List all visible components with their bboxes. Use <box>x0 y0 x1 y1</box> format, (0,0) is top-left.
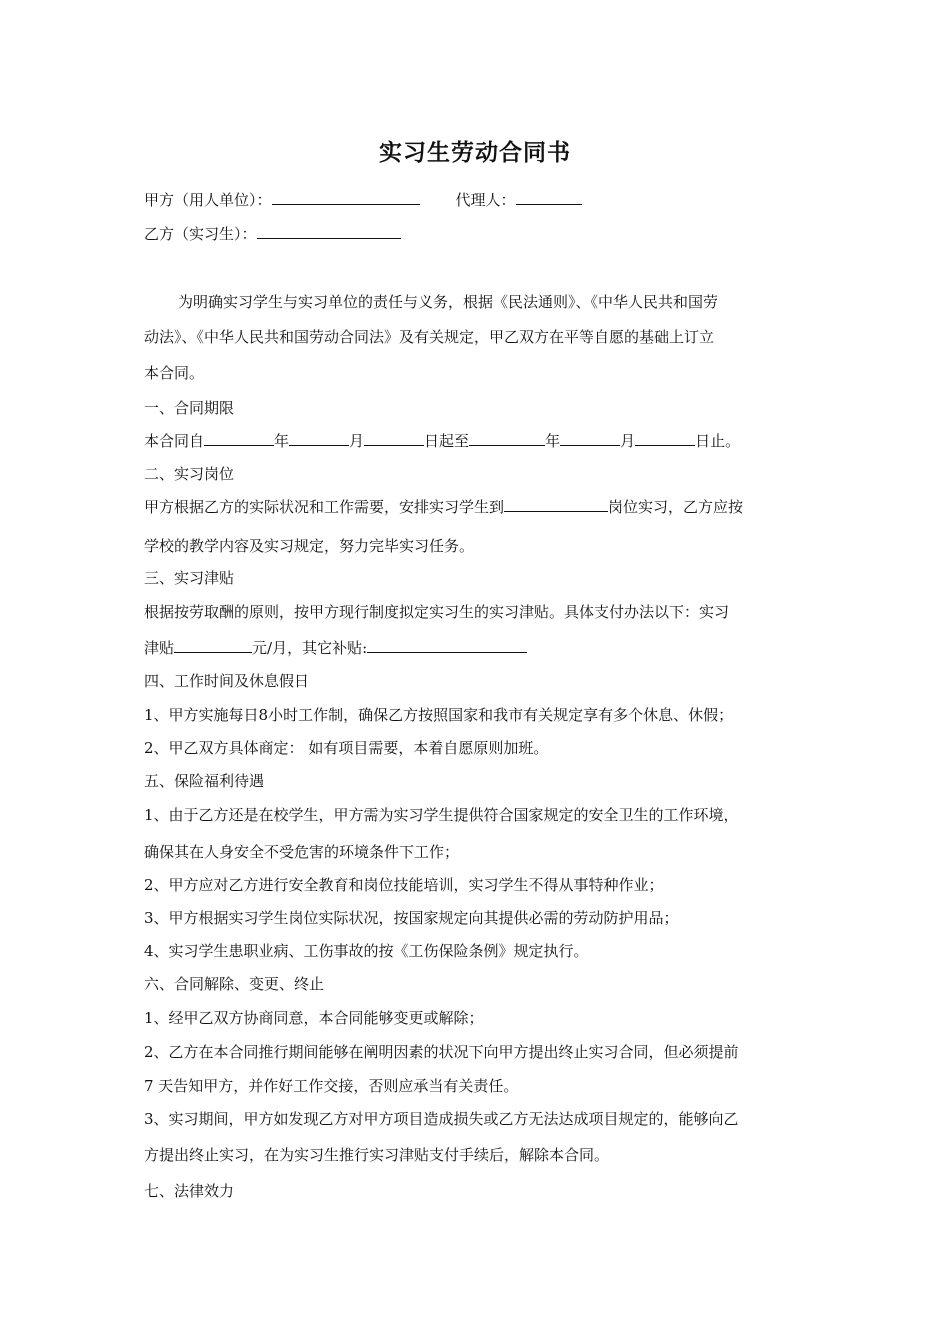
welfare-line-1b: 确保其在人身安全不受危害的环境条件下工作； <box>144 843 460 861</box>
month2-label: 月 <box>620 432 636 450</box>
page-title: 实习生劳动合同书 <box>379 139 571 166</box>
section-3-heading: 三、实习津贴 <box>144 569 235 587</box>
month-label: 月 <box>349 432 365 450</box>
agent-blank[interactable] <box>516 190 582 205</box>
position-line <box>144 497 743 517</box>
preamble-line-2: 动法》、《中华人民共和国劳动合同法》及有关规定，甲乙双方在平等自愿的基础上订立 <box>144 328 715 346</box>
section-5-heading: 五、保险福利待遇 <box>144 772 265 790</box>
party-b-blank[interactable] <box>257 224 401 239</box>
day-end-label: 日止。 <box>695 432 741 450</box>
end-month-blank[interactable] <box>560 431 620 446</box>
position-text-a: 甲方根据乙方的实际状况和工作需要，安排实习学生到 <box>144 498 505 516</box>
welfare-line-4: 4、实习学生患职业病、工伤事故的按《工伤保险条例》规定执行。 <box>144 942 589 960</box>
end-day-blank[interactable] <box>635 431 695 446</box>
allowance-line-2 <box>144 638 527 658</box>
section-7-heading: 七、法律效力 <box>144 1182 235 1200</box>
work-hours-line-1: 1、甲方实施每日8小时工作制，确保乙方按照国家和我市有关规定享有多个休息、休假； <box>144 706 734 724</box>
position-blank[interactable] <box>504 497 608 512</box>
allowance-label: 津贴 <box>144 639 175 657</box>
section-2-heading: 二、实习岗位 <box>144 465 235 483</box>
allowance-unit: 元/月，其它补贴: <box>252 639 368 657</box>
year-label: 年 <box>274 432 290 450</box>
welfare-line-2: 2、甲方应对乙方进行安全教育和岗位技能培训，实习学生不得从事特种作业； <box>144 876 664 894</box>
section-1-heading: 一、合同期限 <box>144 399 235 417</box>
contract-term-line <box>144 431 740 451</box>
party-a-blank[interactable] <box>272 190 420 205</box>
agent-label: 代理人： <box>455 191 516 209</box>
day-from-label: 日起至 <box>424 432 470 450</box>
start-day-blank[interactable] <box>364 431 424 446</box>
party-b-label: 乙方（实习生）： <box>144 225 257 243</box>
party-a-line <box>144 190 582 210</box>
termination-line-3b: 方提出终止实习，在为实习生推行实习津贴支付手续后，解除本合同。 <box>144 1146 610 1164</box>
other-subsidy-blank[interactable] <box>367 638 527 653</box>
welfare-line-1a: 1、由于乙方还是在校学生，甲方需为实习学生提供符合国家规定的安全卫生的工作环境， <box>144 806 739 824</box>
position-text-b: 岗位实习，乙方应按 <box>608 498 744 516</box>
start-month-blank[interactable] <box>289 431 349 446</box>
end-year-blank[interactable] <box>469 431 545 446</box>
section-6-heading: 六、合同解除、变更、终止 <box>144 975 325 993</box>
party-b-line <box>144 224 401 244</box>
termination-line-2a: 2、乙方在本合同推行期间能够在阐明因素的状况下向甲方提出终止实习合同，但必须提前 <box>144 1043 739 1061</box>
start-year-blank[interactable] <box>204 431 274 446</box>
termination-line-1: 1、经甲乙双方协商同意，本合同能够变更或解除； <box>144 1009 484 1027</box>
position-line-2: 学校的教学内容及实习规定，努力完毕实习任务。 <box>144 537 475 555</box>
allowance-line-1: 根据按劳取酬的原则，按甲方现行制度拟定实习生的实习津贴。具体支付办法以下：实习 <box>144 603 730 621</box>
allowance-amount-blank[interactable] <box>174 638 252 653</box>
term-label: 本合同自 <box>144 432 205 450</box>
preamble-line-3: 本合同。 <box>144 364 205 382</box>
termination-line-3a: 3、实习期间，甲方如发现乙方对甲方项目造成损失或乙方无法达成项目规定的，能够向乙 <box>144 1110 739 1128</box>
party-a-label: 甲方（用人单位）： <box>144 191 272 209</box>
work-hours-line-2: 2、甲乙双方具体商定： 如有项目需要，本着自愿原则加班。 <box>144 739 549 757</box>
termination-line-2b: 7 天告知甲方，并作好工作交接，否则应承当有关责任。 <box>144 1077 519 1095</box>
preamble-line-1: 为明确实习学生与实习单位的责任与义务，根据《民法通则》、《中华人民共和国劳 <box>178 293 719 311</box>
welfare-line-3: 3、甲方根据实习学生岗位实际状况，按国家规定向其提供必需的劳动防护用品； <box>144 909 679 927</box>
section-4-heading: 四、工作时间及休息假日 <box>144 672 310 690</box>
year2-label: 年 <box>545 432 561 450</box>
